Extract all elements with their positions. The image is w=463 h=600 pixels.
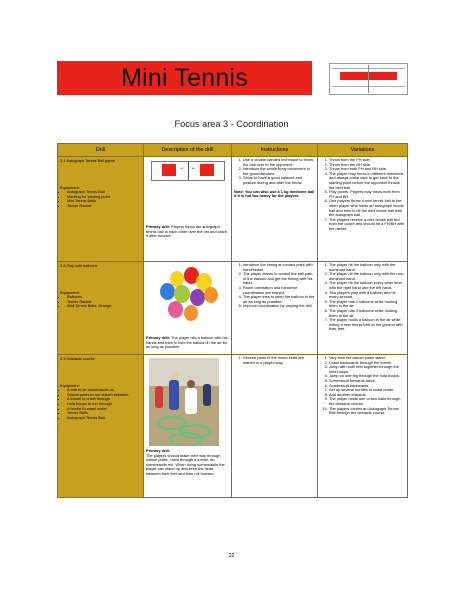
balloons-image xyxy=(146,265,229,333)
list-item: 3. Room orientation and hand/eye coordination are trained. xyxy=(243,286,315,295)
list-item: 1. Throw from the FH side. xyxy=(329,158,405,163)
list-item: • Autograph Tennis Ball xyxy=(67,190,141,195)
list-item: 4. The player may throw in different directions and always make sure to get back to the starting point before the opponent throws the next ball. xyxy=(329,172,405,190)
list-item: 1. Vary how the slalom poles stand. xyxy=(329,356,405,361)
instructions-list xyxy=(234,158,315,186)
list-item: 3. Strive to have a good balance and posture during and after the throw. xyxy=(243,176,315,185)
list-item: • Balloons xyxy=(67,295,141,300)
court-diagram-image: → ← xyxy=(151,161,225,181)
list-item: 1. The player hit the balloon only with the dominant hand. xyxy=(329,263,405,272)
description-text: Primary drill: Players throw the autograph tennis ball to each other over the net and catch it after bounce. xyxy=(146,224,227,239)
title-banner xyxy=(57,61,312,95)
variations-cell xyxy=(318,262,408,355)
list-item: • Tennis Racket xyxy=(67,300,141,305)
list-item: 9. The player holds one or two balls through the obstacle course. xyxy=(329,397,405,406)
list-item: 3. The player hit the balloon every other time with the right hand and the left hand. xyxy=(329,281,405,290)
description-cell xyxy=(144,355,232,498)
drill-name: 3.2 Play with balloons xyxy=(60,263,98,268)
header-description: Description of the drill xyxy=(144,144,232,157)
list-item: 10. The players carries an Autograph Tennis Ball through the obstacle course. xyxy=(329,407,405,416)
instructions-cell xyxy=(232,262,318,355)
list-item: 4. Two players play with a balloon and hit every second. xyxy=(329,291,405,300)
list-item: • Tennis Balls xyxy=(67,411,141,416)
equipment-list xyxy=(60,388,141,420)
header-drill: Drill xyxy=(58,144,144,157)
variations-list xyxy=(320,158,405,232)
list-item: 2. The player learns to control the ball path of the balloon and get the timing with his hand. xyxy=(243,272,315,286)
list-item: 5. Somersault forwards twice. xyxy=(329,379,405,384)
list-item: • Tennis Racket xyxy=(67,204,141,209)
drill-name: 3.1 Autograph Tennis Ball game xyxy=(60,158,115,163)
page-title: Mini Tennis xyxy=(121,63,248,92)
drill-table xyxy=(57,143,408,498)
drill-cell xyxy=(58,355,144,498)
list-item: 2. Crawl backwards through the tunnel. xyxy=(329,361,405,366)
drill-cell xyxy=(58,157,144,262)
drill-name: 3.3 Obstacle course xyxy=(60,356,95,361)
list-item: 2. The player hit the balloon only with the non-dominant hand. xyxy=(329,272,405,281)
list-item: 1. Introduce the timing at contact point with hand/racket. xyxy=(243,263,315,272)
list-item: • A mat to do somersaults on xyxy=(67,388,141,393)
table-row xyxy=(58,157,408,262)
list-item: • Marking for starting point xyxy=(67,195,141,200)
variations-list xyxy=(320,356,405,416)
list-item: 2. Introduce the whole body movement in the groundstrokes. xyxy=(243,167,315,176)
description-cell xyxy=(144,157,232,262)
table-row xyxy=(58,355,408,498)
variations-cell xyxy=(318,355,408,498)
variations-cell xyxy=(318,157,408,262)
list-item: • Wall Tennis Balls, Orange xyxy=(67,304,141,309)
list-item: • Hula hoops to run through xyxy=(67,402,141,407)
equipment-list xyxy=(60,190,141,208)
header-instructions: Instructions xyxy=(232,144,318,157)
drill-cell xyxy=(58,262,144,355)
list-item: • Autograph Tennis Ball xyxy=(67,416,141,421)
list-item: • Slalom poles to run slalom between xyxy=(67,393,141,398)
instructions-list xyxy=(234,263,315,309)
variations-list xyxy=(320,263,405,332)
instruction-note: Note: You can also use a 1 kg medicine ball if it is not too heavy for the players. xyxy=(234,188,315,199)
list-item: 6. One players throw a mini tennis ball to the other player who holds an autograph tennis ball and tries to hit the mini tennis ball with the autograph ball. xyxy=(329,199,405,217)
table-header-row xyxy=(58,144,408,157)
header-variations: Variations xyxy=(318,144,408,157)
list-item: 1. Several parts of the motor skills are trained in a playful way. xyxy=(243,356,315,365)
description-text: Primary drill: The players should make their way through slalom poles, crawl through a tunnel, do somersaults etc. When doing somersaults the player can stand up and keep the head between their feet and then roll forward. xyxy=(146,448,225,476)
list-item: 4. Jump on one leg through the hula hoops. xyxy=(329,374,405,379)
list-item: 7. The players receive a mini tennis ball fed from the coach and should hit a FH/BH with the racket. xyxy=(329,218,405,232)
page-number: 22 xyxy=(228,553,235,559)
list-item: 5. Improve coordination by varying the drill. xyxy=(243,304,315,309)
list-item: 7. The player holds a balloon in the air while rolling a mini tennis ball on the ground with their feet. xyxy=(329,318,405,332)
equipment-label: Equipment: xyxy=(60,289,80,295)
list-item: • A tunnel to crawl through xyxy=(67,397,141,402)
list-item: • A hurdle to crawl under xyxy=(67,407,141,412)
list-item: 6. Somersault backwards. xyxy=(329,384,405,389)
list-item: 4. The player tries to keep the balloon in the air as long as possible. xyxy=(243,295,315,304)
list-item: 2. Throw from the BH side. xyxy=(329,163,405,168)
equipment-label: Equipment: xyxy=(60,184,80,190)
list-item: 7. Set up several hurdles to crawl under. xyxy=(329,388,405,393)
tennis-court-icon xyxy=(329,63,408,95)
instructions-list xyxy=(234,356,315,365)
list-item: 3. Throw from both FH and BH side. xyxy=(329,167,405,172)
list-item: 6. The player has 3 balloons while holding them in the air. xyxy=(329,309,405,318)
description-cell xyxy=(144,262,232,355)
obstacle-course-photo xyxy=(149,358,219,446)
list-item: 1. Use a double-handed technique to throw the ball over to the opponent. xyxy=(243,158,315,167)
list-item: • Mini Tennis Balls xyxy=(67,199,141,204)
equipment-list xyxy=(60,295,141,309)
list-item: 8. Add another obstacle. xyxy=(329,393,405,398)
list-item: 5. Play points. Players may throw both from FH and BH. xyxy=(329,190,405,199)
table-row xyxy=(58,262,408,355)
list-item: 3. Jump with both feet together through the hula hoops. xyxy=(329,365,405,374)
equipment-label: Equipment: xyxy=(60,382,80,388)
description-text: Primary drill: The player hits a balloon with his hands and tries to hold the balloon in the air for as long as possible. xyxy=(146,335,228,350)
instructions-cell xyxy=(232,355,318,498)
section-subtitle: Focus area 3 - Coordination xyxy=(174,119,289,129)
list-item: 5. The player has 2 balloons while holding them in the air. xyxy=(329,300,405,309)
instructions-cell xyxy=(232,157,318,262)
